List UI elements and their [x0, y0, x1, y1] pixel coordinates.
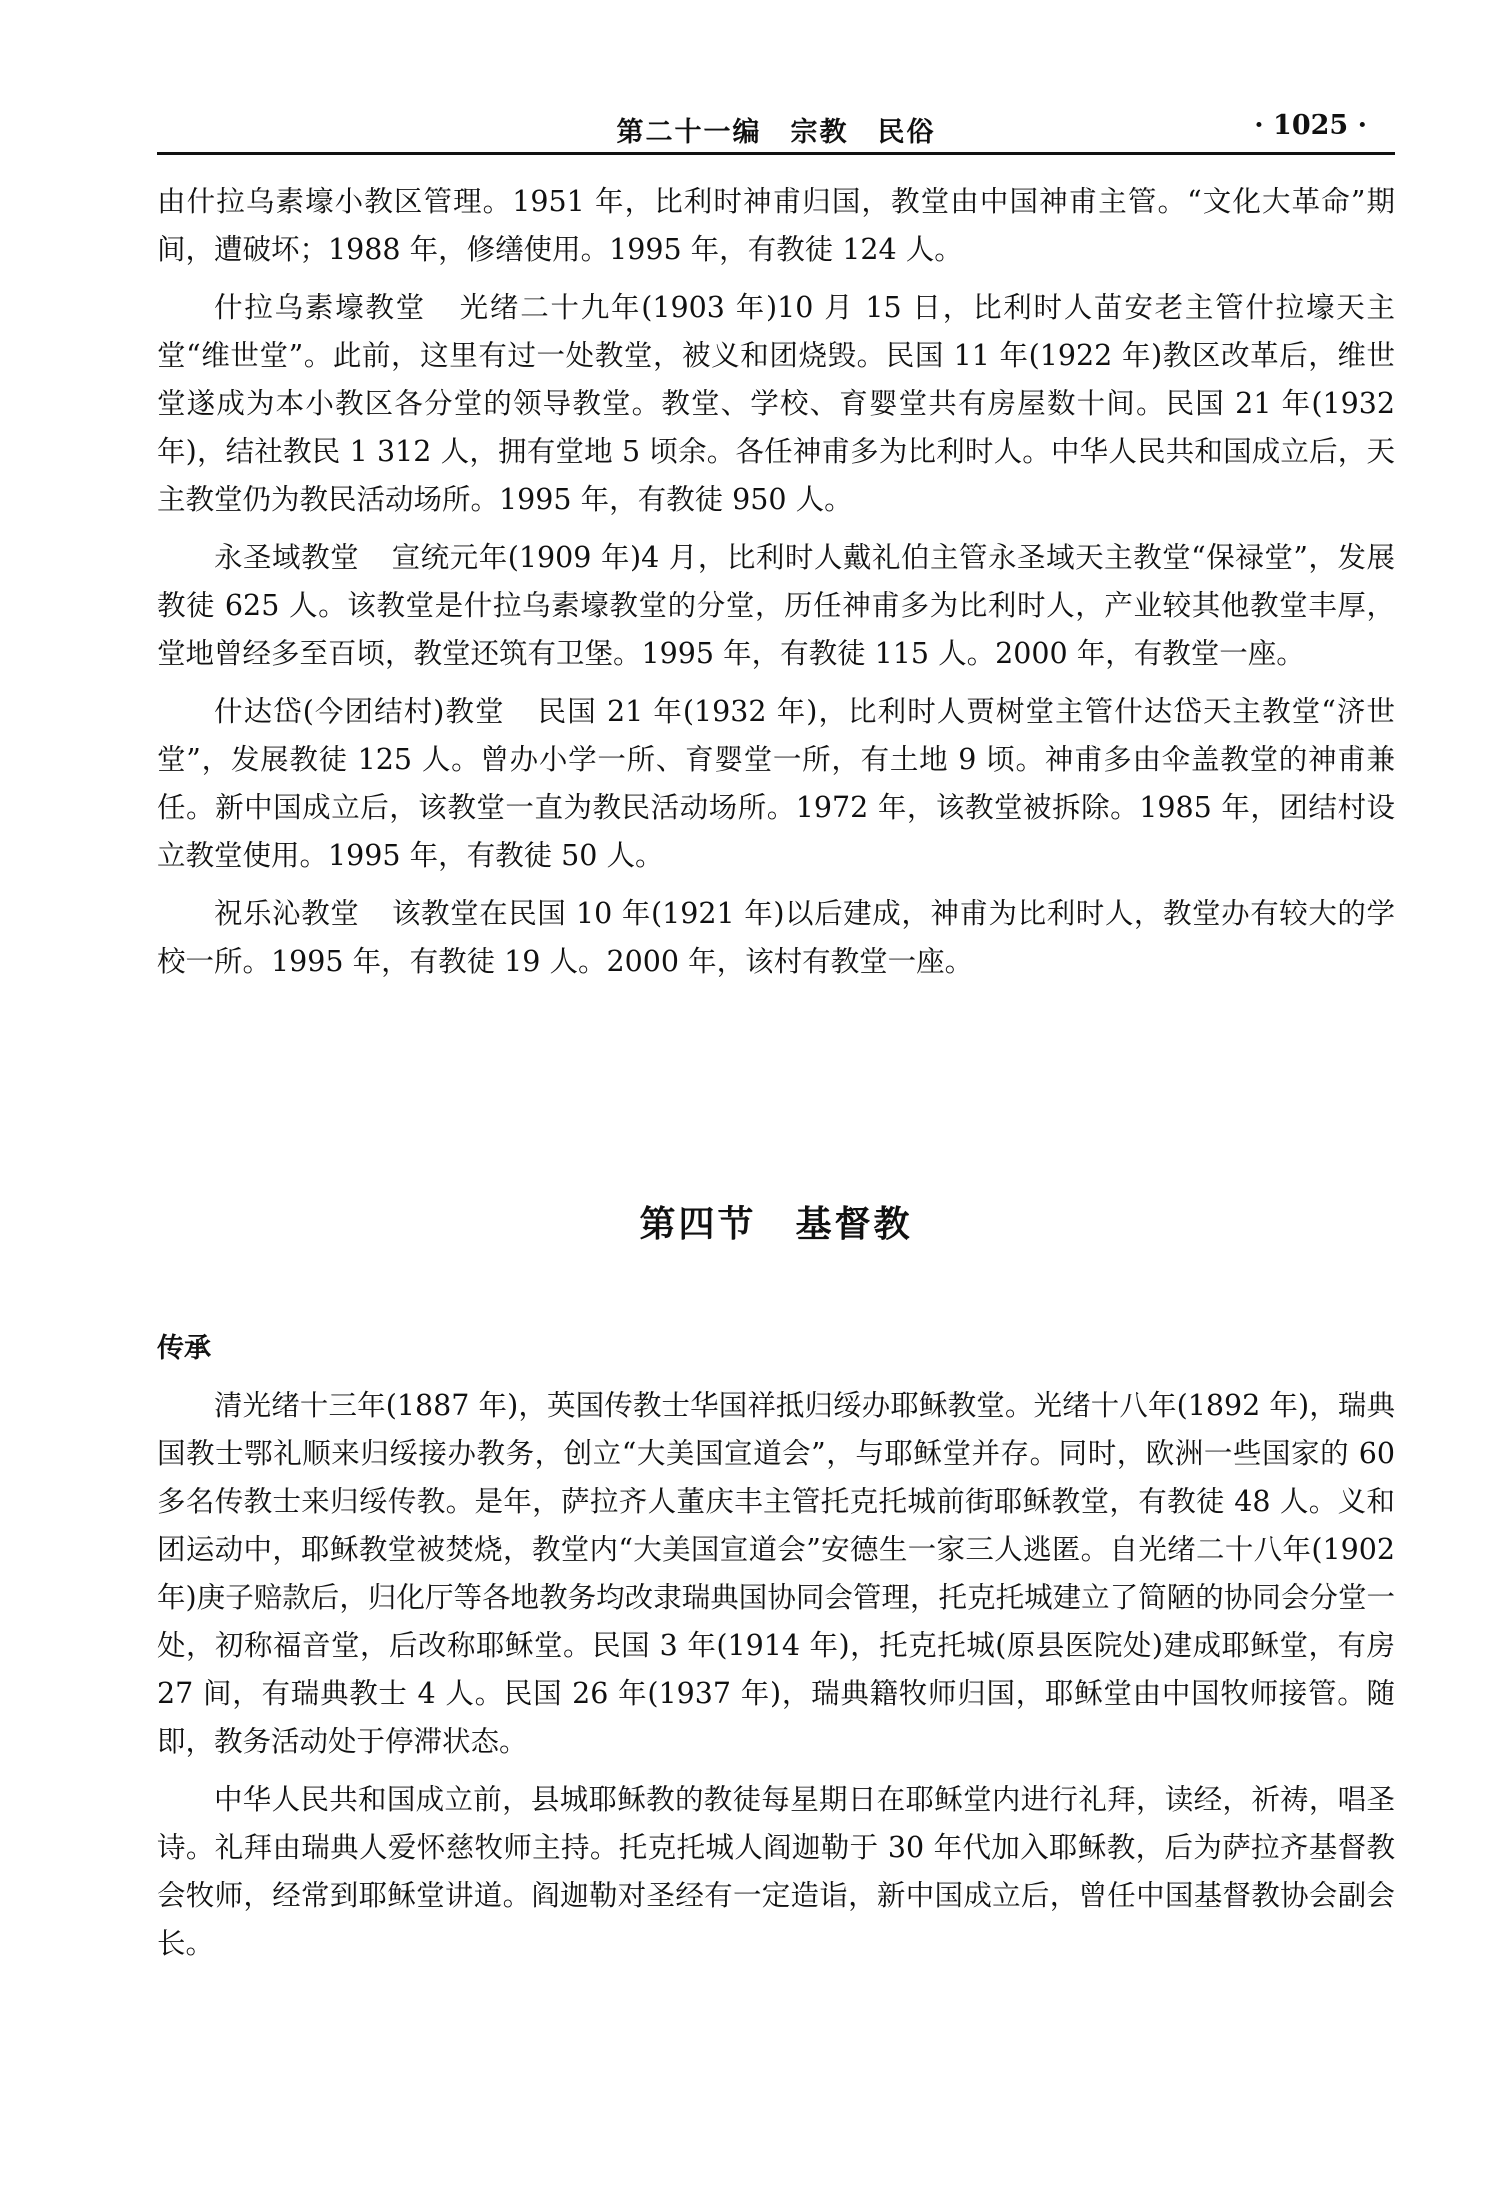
running-title: 第二十一编 宗教 民俗	[616, 117, 936, 148]
section-title: 第四节 基督教	[639, 1204, 913, 1245]
section-subheading: 传承	[157, 1333, 211, 1364]
entry-paragraph	[157, 688, 1395, 880]
entry-text: 光绪二十九年(1903 年)10 月 15 日，比利时人苗安老主管什拉壕天主堂“维世堂”。此前，这里有过一处教堂，被义和团烧毁。民国 11 年(1922 年)教区改革后，维世堂遂成为本小教区各分堂的领导教堂。教堂、学校、育婴堂共有房屋数十间。民国 21 年(1932 年)，结社教民 1 312 人，拥有堂地 5 顷余。各任神甫多为比利时人。中华人民共和国成立后，天主教堂仍为教民活动场所。1995 年，有教徒 950 人。	[157, 291, 1395, 516]
intro-paragraph: 由什拉乌素壕小教区管理。1951 年，比利时神甫归国，教堂由中国神甫主管。“文化大革命”期间，遭破坏；1988 年，修缮使用。1995 年，有教徒 124 人。	[157, 185, 1395, 266]
entry-name: 什达岱(今团结村)教堂	[214, 695, 505, 728]
entry-text: 宣统元年(1909 年)4 月，比利时人戴礼伯主管永圣域天主教堂“保禄堂”，发展教徒 625 人。该教堂是什拉乌素壕教堂的分堂，历任神甫多为比利时人，产业较其他教堂丰厚，堂地曾经多至百顷，教堂还筑有卫堡。1995 年，有教徒 115 人。2000 年，有教堂一座。	[157, 541, 1395, 670]
page-content	[157, 178, 1395, 1960]
page-number: · 1025 ·	[1254, 110, 1367, 141]
body-paragraph: 中华人民共和国成立前，县城耶稣教的教徒每星期日在耶稣堂内进行礼拜，读经，祈祷，唱圣诗。礼拜由瑞典人爱怀慈牧师主持。托克托城人阎迦勒于 30 年代加入耶稣教，后为萨拉齐基督教会牧师，经常到耶稣堂讲道。阎迦勒对圣经有一定造诣，新中国成立后，曾任中国基督教协会副会长。	[157, 1783, 1395, 1960]
entry-paragraph	[157, 890, 1395, 986]
entry-paragraph	[157, 284, 1395, 524]
section-body	[157, 1382, 1395, 1968]
entry-paragraph	[157, 534, 1395, 678]
running-header	[157, 104, 1395, 155]
entry-text: 该教堂在民国 10 年(1921 年)以后建成，神甫为比利时人，教堂办有较大的学校一所。1995 年，有教徒 19 人。2000 年，该村有教堂一座。	[157, 897, 1395, 978]
entry-text: 民国 21 年(1932 年)，比利时人贾树堂主管什达岱天主教堂“济世堂”，发展教徒 125 人。曾办小学一所、育婴堂一所，有土地 9 顷。神甫多由伞盖教堂的神甫兼任。新中国成立后，该教堂一直为教民活动场所。1972 年，该教堂被拆除。1985 年，团结村设立教堂使用。1995 年，有教徒 50 人。	[157, 695, 1395, 872]
entry-name: 永圣域教堂	[214, 541, 360, 574]
entry-name: 祝乐沁教堂	[214, 897, 360, 930]
body-paragraph: 清光绪十三年(1887 年)，英国传教士华国祥抵归绥办耶稣教堂。光绪十八年(1892 年)，瑞典国教士鄂礼顺来归绥接办教务，创立“大美国宣道会”，与耶稣堂并存。同时，欧洲一些国家的 60 多名传教士来归绥传教。是年，萨拉齐人董庆丰主管托克托城前街耶稣教堂，有教徒 48 人。义和团运动中，耶稣教堂被焚烧，教堂内“大美国宣道会”安德生一家三人逃匿。自光绪二十八年(1902 年)庚子赔款后，归化厅等各地教务均改隶瑞典国协同会管理，托克托城建立了简陋的协同会分堂一处，初称福音堂，后改称耶稣堂。民国 3 年(1914 年)，托克托城(原县医院处)建成耶稣堂，有房 27 间，有瑞典教士 4 人。民国 26 年(1937 年)，瑞典籍牧师归国，耶稣堂由中国牧师接管。随即，教务活动处于停滞状态。	[157, 1389, 1395, 1758]
entry-name: 什拉乌素壕教堂	[214, 291, 426, 324]
